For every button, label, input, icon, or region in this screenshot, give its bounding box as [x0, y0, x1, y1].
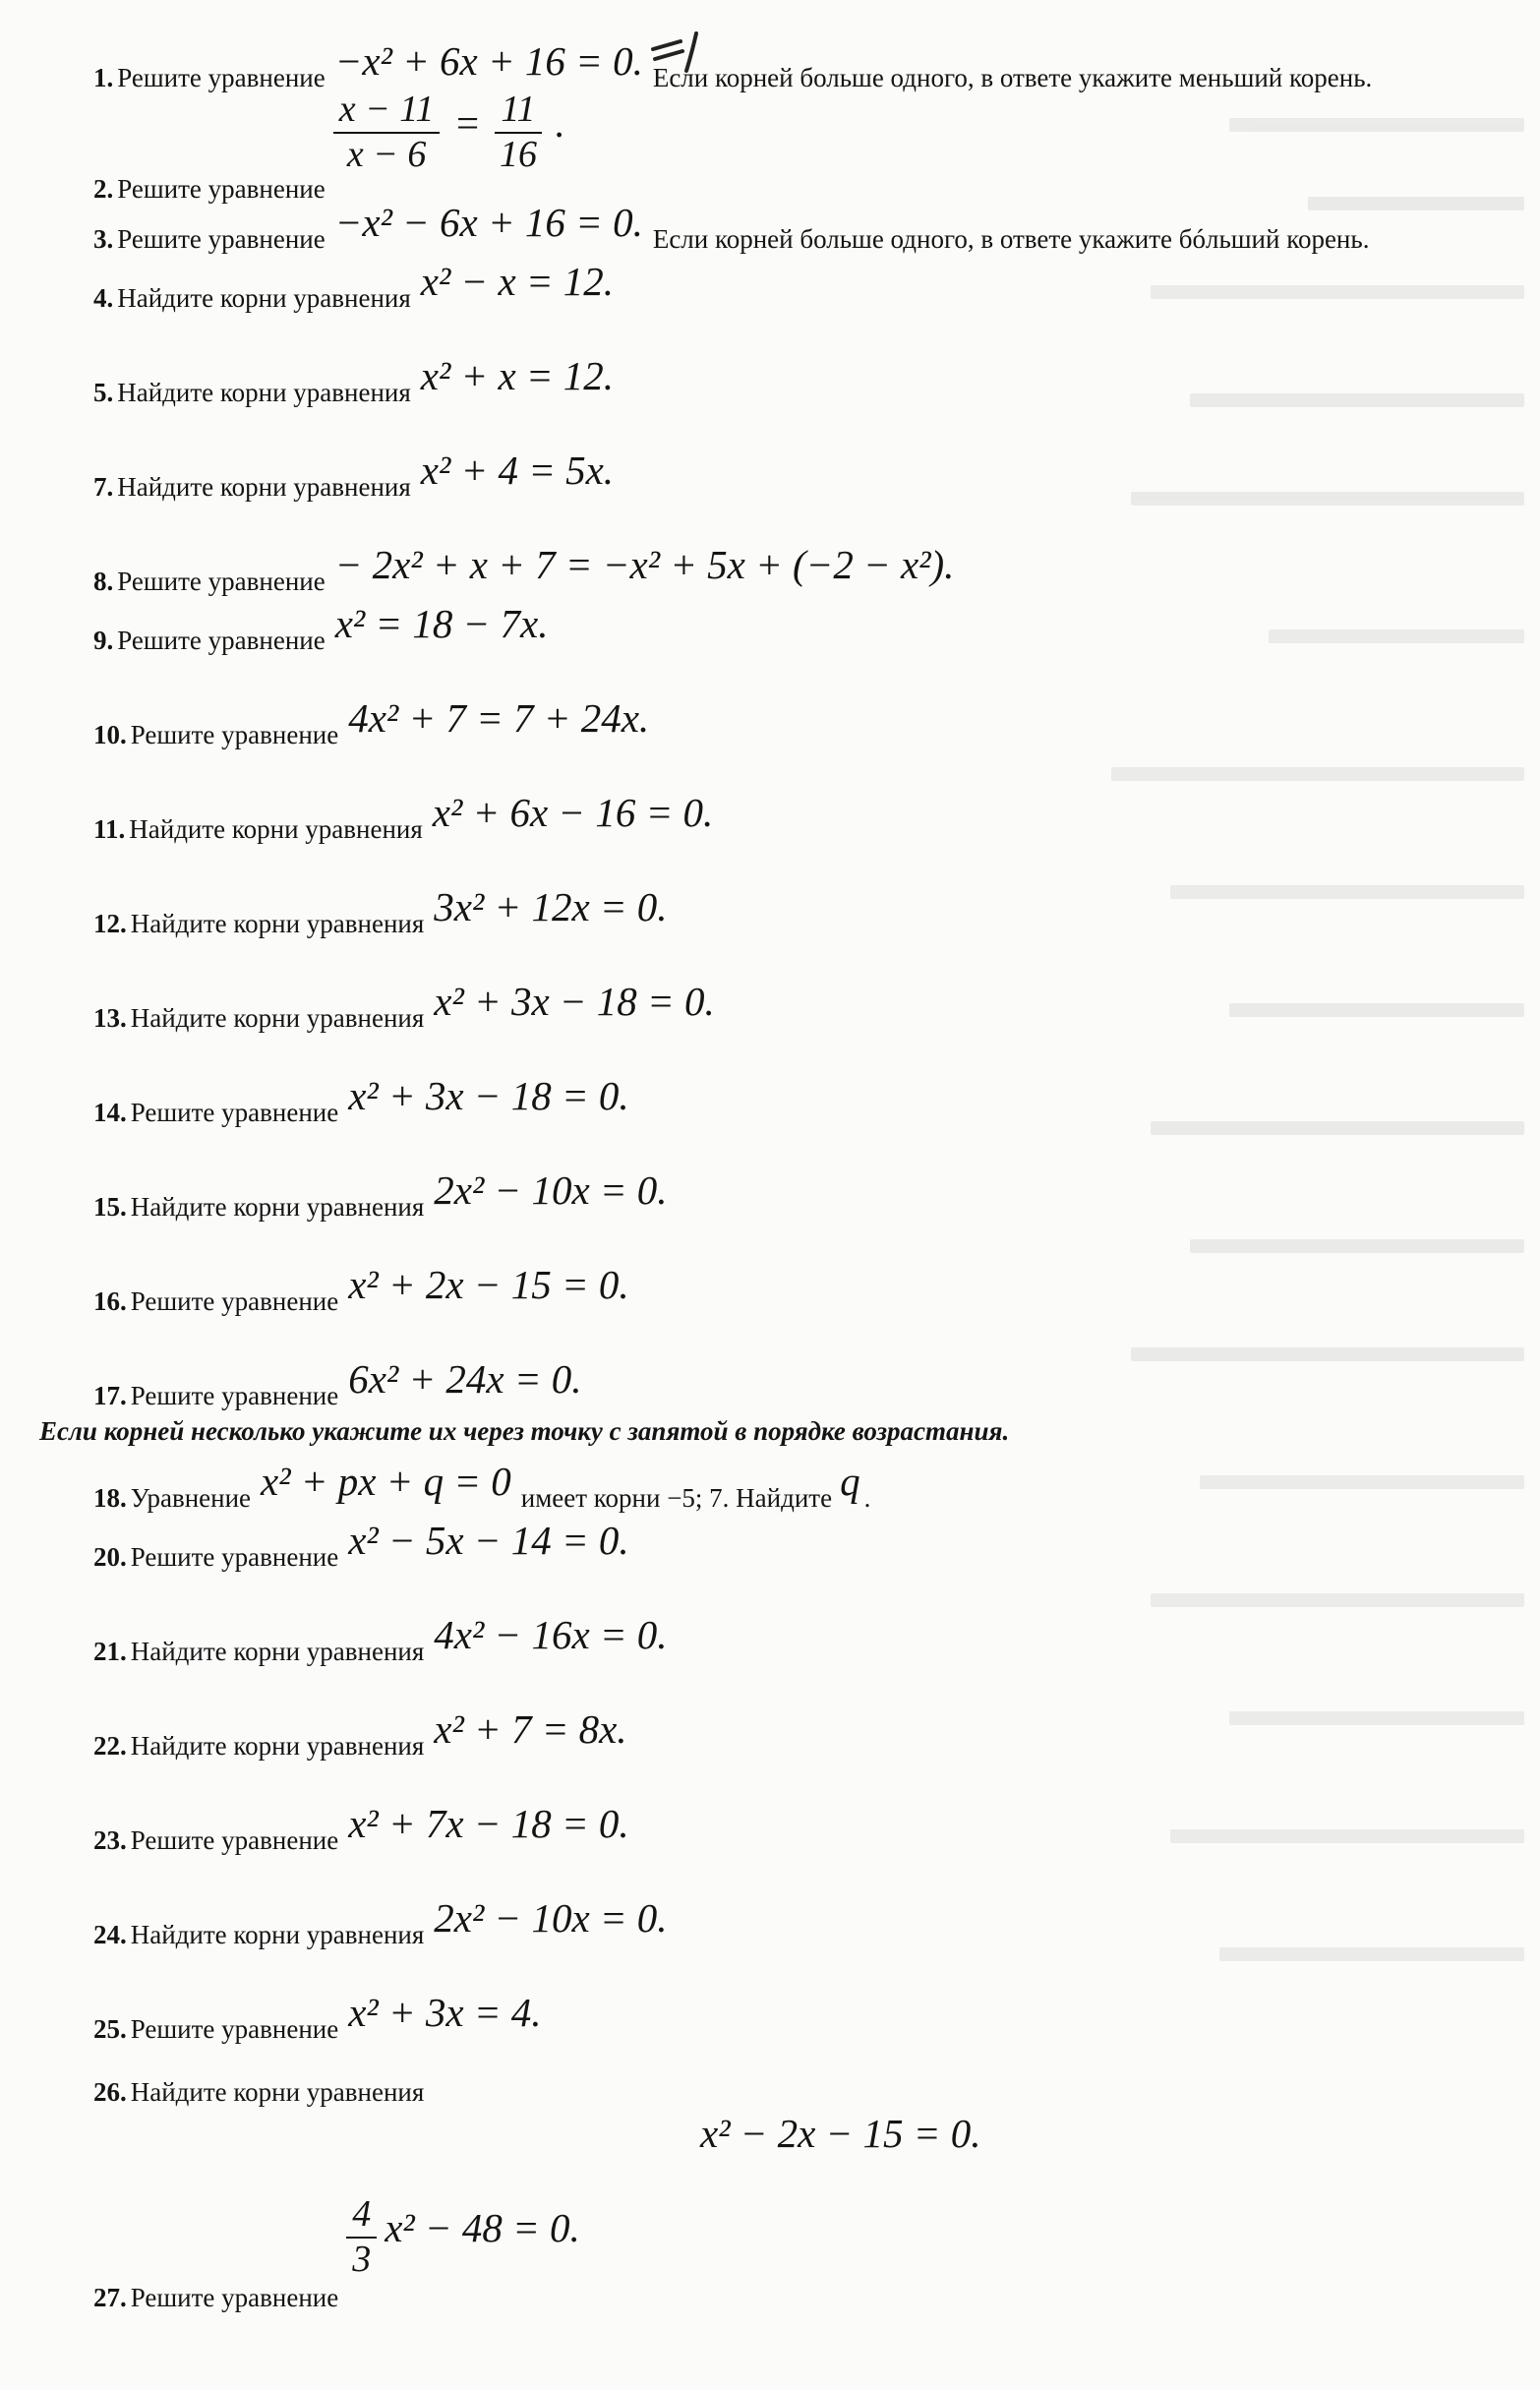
equation: x² − 48 = 0.: [385, 2204, 580, 2250]
problem-number: 8.: [93, 567, 114, 596]
problem-16: [93, 1262, 629, 1320]
problem-number: 10.: [93, 720, 127, 749]
problem-14: [93, 1073, 629, 1131]
problem-label: Найдите корни уравнения: [117, 378, 411, 407]
equation: 4x² − 16x = 0.: [434, 1612, 668, 1657]
equals-sign: =: [453, 99, 492, 146]
equation: x² − 5x − 14 = 0.: [348, 1518, 629, 1563]
bleed-through-text: [1101, 79, 1524, 2046]
problem-label: Найдите корни уравнения: [130, 2077, 425, 2107]
problem-12: [93, 884, 668, 942]
problem-label: Найдите корни уравнения: [117, 472, 411, 502]
problem-26-equation: x² − 2x − 15 = 0.: [700, 2111, 981, 2156]
problem-26: [93, 2077, 424, 2108]
problem-11: [93, 790, 714, 848]
fraction: [346, 2195, 377, 2280]
problem-number: 21.: [93, 1637, 127, 1666]
problem-label: Решите уравнение: [130, 2282, 339, 2312]
problem-label: Найдите корни уравнения: [130, 1637, 425, 1666]
problem-label: Решите уравнение: [130, 720, 339, 749]
problem-label: Решите уравнение: [130, 1286, 339, 1316]
equation: 3x² + 12x = 0.: [434, 884, 668, 929]
problem-number: 26.: [93, 2077, 127, 2107]
instruction-text: Если корней несколько укажите их через точку с запятой в порядке возрастания.: [39, 1416, 1010, 1446]
problem-number: 14.: [93, 1098, 127, 1127]
problem-label: Найдите корни уравнения: [129, 814, 423, 844]
fraction-numerator: 4: [346, 2195, 377, 2239]
problem-note: Если корней больше одного, в ответе укажите бóльший корень.: [652, 224, 1370, 254]
problem-number: 7.: [93, 472, 114, 502]
problem-15: [93, 1167, 668, 1225]
problem-number: 9.: [93, 626, 114, 655]
problem-label: Найдите корни уравнения: [130, 909, 425, 938]
equation: x² + px + q = 0: [261, 1459, 511, 1504]
fraction-left: [333, 90, 441, 175]
equation: 2x² − 10x = 0.: [434, 1167, 668, 1213]
problem-17: [93, 1356, 582, 1414]
problem-label: Уравнение: [130, 1483, 252, 1513]
problem-label: Найдите корни уравнения: [130, 1003, 425, 1033]
equation: x² + x = 12.: [420, 353, 615, 398]
problem-number: 20.: [93, 1542, 127, 1572]
problem-label: Решите уравнение: [130, 1098, 339, 1127]
problem-note: имеет корни −5; 7. Найдите: [520, 1483, 833, 1513]
problem-label: Найдите корни уравнения: [130, 1731, 425, 1761]
problem-number: 25.: [93, 2014, 127, 2044]
fraction-right: [495, 90, 541, 175]
equation: x² + 3x − 18 = 0.: [348, 1073, 629, 1118]
problem-number: 27.: [93, 2282, 127, 2312]
variable: q: [840, 1459, 860, 1504]
problem-label: Решите уравнение: [117, 224, 326, 254]
fraction-numerator: x − 11: [333, 90, 441, 134]
problem-4: [93, 259, 615, 317]
problem-label: Найдите корни уравнения: [117, 283, 411, 313]
equation: 2x² − 10x = 0.: [434, 1895, 668, 1941]
equation: x² + 6x − 16 = 0.: [432, 790, 714, 835]
problem-label: Найдите корни уравнения: [130, 1920, 425, 1949]
problem-number: 16.: [93, 1286, 127, 1316]
equation-end: .: [555, 99, 565, 146]
fraction-denominator: 16: [499, 133, 537, 175]
problem-25: [93, 1990, 542, 2048]
equation: x² = 18 − 7x.: [334, 601, 549, 646]
problem-label: Решите уравнение: [130, 1825, 339, 1855]
problem-label: Решите уравнение: [117, 63, 326, 92]
problem-number: 18.: [93, 1483, 127, 1513]
problem-number: 4.: [93, 283, 114, 313]
problem-number: 1.: [93, 63, 114, 92]
problem-note: Если корней больше одного, в ответе укажите меньший корень.: [652, 63, 1373, 92]
problem-18: [93, 1459, 871, 1517]
problem-label: Решите уравнение: [130, 1381, 339, 1410]
equation: x² + 3x = 4.: [348, 1990, 542, 2035]
equation: x² + 2x − 15 = 0.: [348, 1262, 629, 1307]
equation: x² + 7 = 8x.: [434, 1706, 627, 1752]
equation: x² − x = 12.: [420, 259, 615, 304]
problem-5: [93, 353, 615, 411]
problem-2: [93, 89, 565, 204]
problem-13: [93, 979, 715, 1037]
equation: 4x² + 7 = 7 + 24x.: [348, 695, 650, 741]
problem-number: 5.: [93, 378, 114, 407]
problem-8: [93, 542, 955, 600]
problem-9: [93, 601, 549, 659]
problem-number: 12.: [93, 909, 127, 938]
problem-label: Решите уравнение: [130, 1542, 339, 1572]
problem-21: [93, 1612, 668, 1670]
problem-number: 17.: [93, 1381, 127, 1410]
equation: − 2x² + x + 7 = −x² + 5x + (−2 − x²).: [334, 542, 955, 587]
problem-1: [93, 38, 1373, 96]
equation: x² + 3x − 18 = 0.: [434, 979, 715, 1024]
equation: x² + 4 = 5x.: [420, 448, 615, 493]
equation: x² + 7x − 18 = 0.: [348, 1801, 629, 1846]
problem-number: 13.: [93, 1003, 127, 1033]
equation: −x² − 6x + 16 = 0.: [334, 200, 643, 245]
problem-number: 2.: [93, 173, 114, 204]
fraction-denominator: x − 6: [346, 133, 427, 175]
problem-23: [93, 1801, 629, 1859]
equation: 6x² + 24x = 0.: [348, 1356, 582, 1402]
problem-27: [93, 2193, 580, 2312]
problem-number: 15.: [93, 1192, 127, 1222]
problem-3: [93, 200, 1370, 258]
problem-label: Найдите корни уравнения: [130, 1192, 425, 1222]
problem-label: Решите уравнение: [130, 2014, 339, 2044]
fraction-numerator: 11: [495, 90, 541, 134]
problem-number: 24.: [93, 1920, 127, 1949]
problem-20: [93, 1518, 629, 1576]
equation: −x² + 6x + 16 = 0.: [334, 38, 643, 84]
problem-10: [93, 695, 650, 753]
fraction-denominator: 3: [352, 2238, 372, 2280]
note-end: .: [863, 1483, 871, 1513]
problem-label: Решите уравнение: [117, 626, 326, 655]
problem-number: 22.: [93, 1731, 127, 1761]
problem-number: 11.: [93, 814, 126, 844]
problem-number: 3.: [93, 224, 114, 254]
problem-label: Решите уравнение: [117, 567, 326, 596]
problem-7: [93, 448, 615, 506]
problem-number: 23.: [93, 1825, 127, 1855]
problem-24: [93, 1895, 668, 1953]
problem-label: Решите уравнение: [117, 173, 326, 204]
problem-22: [93, 1706, 627, 1764]
